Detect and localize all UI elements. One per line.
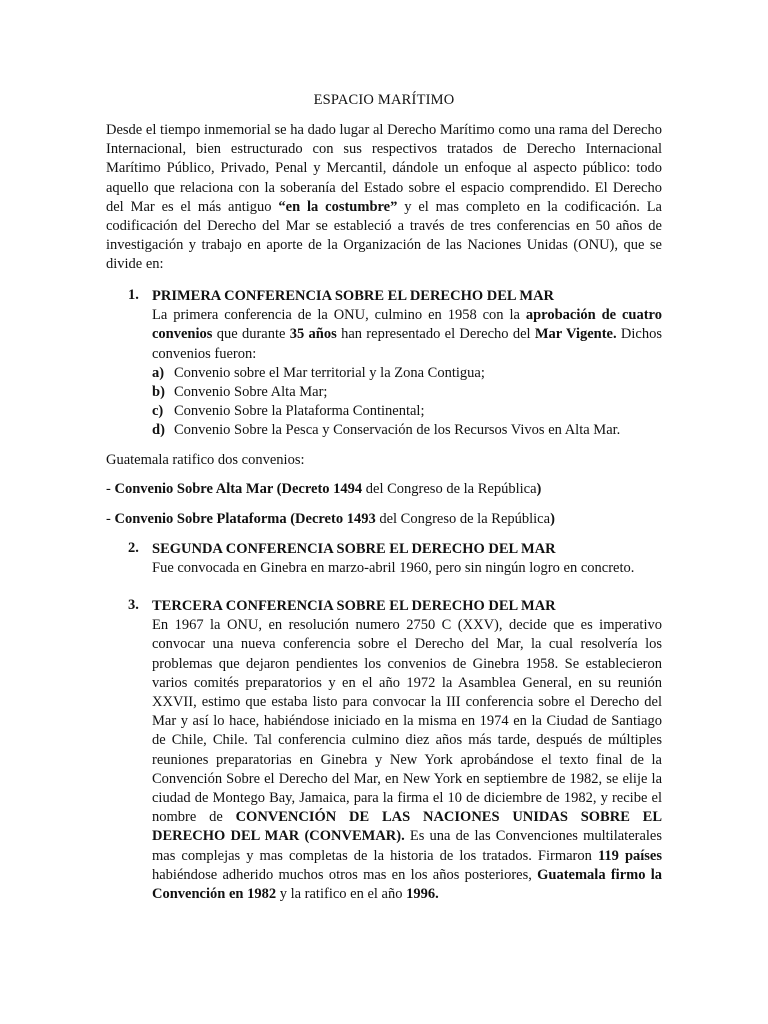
section-1-list — [152, 364, 662, 441]
list-item-letter: a) — [152, 364, 165, 381]
convenio-1-text: del Congreso de la República — [362, 481, 537, 497]
convenio-1-bold: Convenio Sobre Alta Mar (Decreto 1494 — [114, 481, 363, 497]
section-3-heading: TERCERA CONFERENCIA SOBRE EL DERECHO DEL MAR — [152, 598, 556, 614]
list-item — [152, 402, 662, 421]
dash: - — [106, 511, 115, 527]
section-3-text-2: Es una de las Convenciones multilaterales mas complejas y mas completas de la historia de los tratados. Firmaron — [152, 828, 663, 864]
section-1-bold-1: aprobación de cuatro convenios — [152, 307, 662, 343]
section-3-bold-paises: 119 países — [597, 847, 663, 864]
section-2 — [152, 540, 662, 578]
page-title: ESPACIO MARÍTIMO — [313, 92, 455, 108]
section-2-heading: SEGUNDA CONFERENCIA SOBRE EL DERECHO DEL MAR — [152, 541, 556, 557]
guatemala-convenio-1 — [106, 480, 666, 499]
intro-text-1: Desde el tiempo inmemorial se ha dado lugar al Derecho Marítimo como una rama del Derecho Internacional, bien estructurado con sus respectivos tratados de Derecho Internacional Marítimo Público, Privado, Penal y Mercantil, dándole un enfoque al aspecto público: todo aquello que relaciona con la soberanía del Estado sobre el espacio comprendido. El Derecho del Mar es el más antiguo — [106, 122, 662, 215]
convenio-2-end: ) — [550, 511, 555, 527]
intro-bold-costumbre: “en la costumbre” — [278, 198, 398, 215]
guatemala-intro: Guatemala ratifico dos convenios: — [106, 452, 305, 468]
list-item — [152, 383, 662, 402]
intro-text-2: y el mas completo en la codificación. La codificación del Derecho del Mar se estableció a través de tres conferencias en 50 años de investigación y trabajo en aporte de la Organización de las Naciones Unidas (ONU), que se divide en: — [106, 198, 662, 273]
convenio-2-bold: Convenio Sobre Plataforma (Decreto 1493 — [114, 511, 376, 527]
section-1-number: 1. — [128, 287, 139, 303]
section-1-bold-3: Mar Vigente. — [534, 326, 617, 343]
list-item-text: Convenio sobre el Mar territorial y la Zona Contigua; — [174, 364, 485, 381]
list-item — [152, 364, 662, 383]
convenio-1-end: ) — [536, 481, 542, 497]
section-1-text-3: han representado el Derecho del — [336, 326, 535, 343]
section-1-text-4: Dichos convenios fueron: — [152, 326, 662, 362]
section-1-heading: PRIMERA CONFERENCIA SOBRE EL DERECHO DEL MAR — [152, 288, 555, 304]
section-3-bold-convemar: CONVENCIÓN DE LAS NACIONES UNIDAS SOBRE EL DERECHO DEL MAR (CONVEMAR). — [152, 809, 662, 845]
list-item-text: Convenio Sobre la Pesca y Conservación de los Recursos Vivos en Alta Mar. — [174, 422, 621, 439]
section-2-body: Fue convocada en Ginebra en marzo-abril 1960, pero sin ningún logro en concreto. — [152, 560, 635, 577]
list-item-letter: d) — [152, 422, 165, 439]
list-item-letter: b) — [152, 384, 165, 401]
section-1-text-2: que durante — [212, 326, 290, 343]
section-3 — [152, 597, 662, 904]
section-3-text-1: En 1967 la ONU, en resolución numero 2750 C (XXV), decide que es imperativo convocar una nueva conferencia sobre el Derecho del Mar, la cual resolvería los problemas que dejaron pendientes los convenios de Ginebra 1958. Se establecieron varios comités preparatorios y en el año 1972 la Asamblea General, en su reunión XXVII, estimo que estaba listo para convocar la III conferencia sobre el Derecho del Mar y así lo hace, habiéndose iniciado en la misma en 1974 en la Ciudad de Santiago de Chile, Chile. Tal conferencia culmino diez años más tarde, después de múltiples reuniones preparatorias en Ginebra y New York aprobándose el texto final de la Convención Sobre el Derecho del Mar, en New York en septiembre de 1982, se elije la ciudad de Montego Bay, Jamaica, para la firma el 10 de diciembre de 1982, y recibe el nombre de — [152, 617, 662, 826]
list-item-text: Convenio Sobre Alta Mar; — [174, 384, 328, 401]
list-item — [152, 421, 662, 440]
section-1-bold-2: 35 años — [289, 326, 337, 343]
section-3-text-4: y la ratifico en el año — [276, 886, 407, 903]
list-item-letter: c) — [152, 403, 164, 420]
dash: - — [106, 481, 115, 497]
section-1-text-1: La primera conferencia de la ONU, culmino en 1958 con la — [152, 307, 526, 324]
section-3-bold-guatemala: Guatemala firmo la Convención en 1982 — [152, 866, 662, 903]
intro-paragraph — [106, 121, 662, 275]
guatemala-convenio-2 — [106, 510, 666, 529]
section-3-text-3: habiéndose adherido muchos otros mas en los años posteriores, — [152, 866, 538, 883]
convenio-2-text: del Congreso de la República — [375, 511, 551, 527]
list-item-text: Convenio Sobre la Plataforma Continental; — [174, 403, 425, 420]
section-1-body — [152, 306, 662, 364]
section-3-bold-year: 1996. — [406, 886, 439, 903]
section-3-number: 3. — [128, 597, 139, 613]
section-2-number: 2. — [128, 540, 139, 556]
section-1 — [152, 287, 662, 441]
section-3-body — [152, 616, 662, 904]
